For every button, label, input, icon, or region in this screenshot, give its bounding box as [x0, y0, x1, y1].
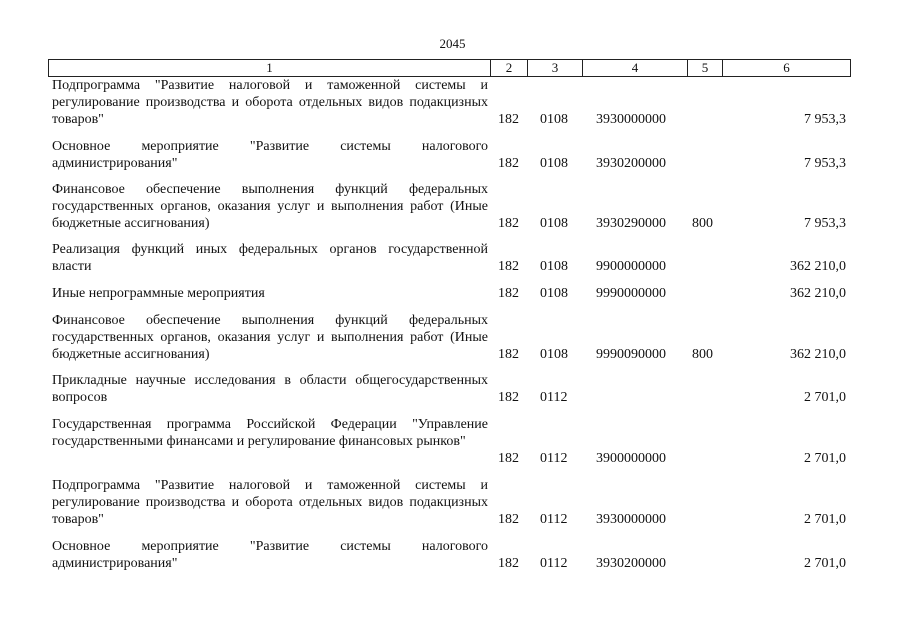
header-col-5: 5: [687, 60, 722, 76]
row-col-3: 0108: [540, 156, 568, 171]
row-col-5: 800: [692, 347, 713, 362]
header-col-3: 3: [527, 60, 582, 76]
row-description: Основное мероприятие "Развитие системы налогового администрирования": [52, 139, 488, 171]
header-col-2: 2: [490, 60, 527, 76]
row-col-2: 182: [498, 556, 519, 571]
row-col-3: 0108: [540, 216, 568, 231]
table-header: [48, 59, 851, 77]
row-col-3: 0108: [540, 259, 568, 274]
row-col-4: 3900000000: [596, 451, 666, 466]
row-description: Иные непрограммные мероприятия: [52, 286, 265, 301]
row-col-6: 362 210,0: [790, 347, 846, 362]
row-col-6: 7 953,3: [804, 112, 846, 127]
row-col-3: 0112: [540, 451, 568, 466]
row-col-6: 7 953,3: [804, 156, 846, 171]
row-col-3: 0112: [540, 390, 568, 405]
row-col-3: 0112: [540, 556, 568, 571]
row-col-2: 182: [498, 156, 519, 171]
row-col-2: 182: [498, 286, 519, 301]
row-col-6: 362 210,0: [790, 259, 846, 274]
row-col-3: 0108: [540, 112, 568, 127]
row-description: Прикладные научные исследования в области общегосударственных вопросов: [52, 373, 488, 405]
row-col-4: 3930290000: [596, 216, 666, 231]
row-col-2: 182: [498, 347, 519, 362]
row-col-3: 0112: [540, 512, 568, 527]
row-col-4: 3930200000: [596, 156, 666, 171]
header-col-4: 4: [582, 60, 687, 76]
header-col-6: 6: [722, 60, 850, 76]
row-col-2: 182: [498, 451, 519, 466]
row-description: Государственная программа Российской Федерации "Управление государственными финансами и регулирование финансовых рынков": [52, 417, 488, 449]
row-col-2: 182: [498, 259, 519, 274]
row-description: Реализация функций иных федеральных органов государственной власти: [52, 242, 488, 274]
row-col-2: 182: [498, 216, 519, 231]
row-col-4: 9990090000: [596, 347, 666, 362]
page-number: 2045: [439, 36, 466, 51]
row-col-2: 182: [498, 390, 519, 405]
row-col-6: 2 701,0: [804, 390, 846, 405]
row-description: Финансовое обеспечение выполнения функций федеральных государственных органов, оказания услуг и выполнения работ (Иные бюджетные ассигнования): [52, 313, 488, 362]
row-description: Основное мероприятие "Развитие системы налогового администрирования": [52, 539, 488, 571]
row-col-6: 362 210,0: [790, 286, 846, 301]
row-col-4: 3930000000: [596, 512, 666, 527]
row-col-5: 800: [692, 216, 713, 231]
header-col-1: 1: [266, 60, 273, 75]
row-col-3: 0108: [540, 347, 568, 362]
row-description: Подпрограмма "Развитие налоговой и таможенной системы и регулирование производства и оборота отдельных видов подакцизных товаров": [52, 78, 488, 127]
row-description: Финансовое обеспечение выполнения функций федеральных государственных органов, оказания услуг и выполнения работ (Иные бюджетные ассигнования): [52, 182, 488, 231]
row-col-2: 182: [498, 112, 519, 127]
row-col-6: 7 953,3: [804, 216, 846, 231]
row-col-6: 2 701,0: [804, 451, 846, 466]
row-col-3: 0108: [540, 286, 568, 301]
row-col-4: 9990000000: [596, 286, 666, 301]
row-col-4: 3930000000: [596, 112, 666, 127]
row-col-4: 9900000000: [596, 259, 666, 274]
row-col-6: 2 701,0: [804, 512, 846, 527]
row-col-6: 2 701,0: [804, 556, 846, 571]
row-description: Подпрограмма "Развитие налоговой и таможенной системы и регулирование производства и оборота отдельных видов подакцизных товаров": [52, 478, 488, 527]
row-col-2: 182: [498, 512, 519, 527]
row-col-4: 3930200000: [596, 556, 666, 571]
